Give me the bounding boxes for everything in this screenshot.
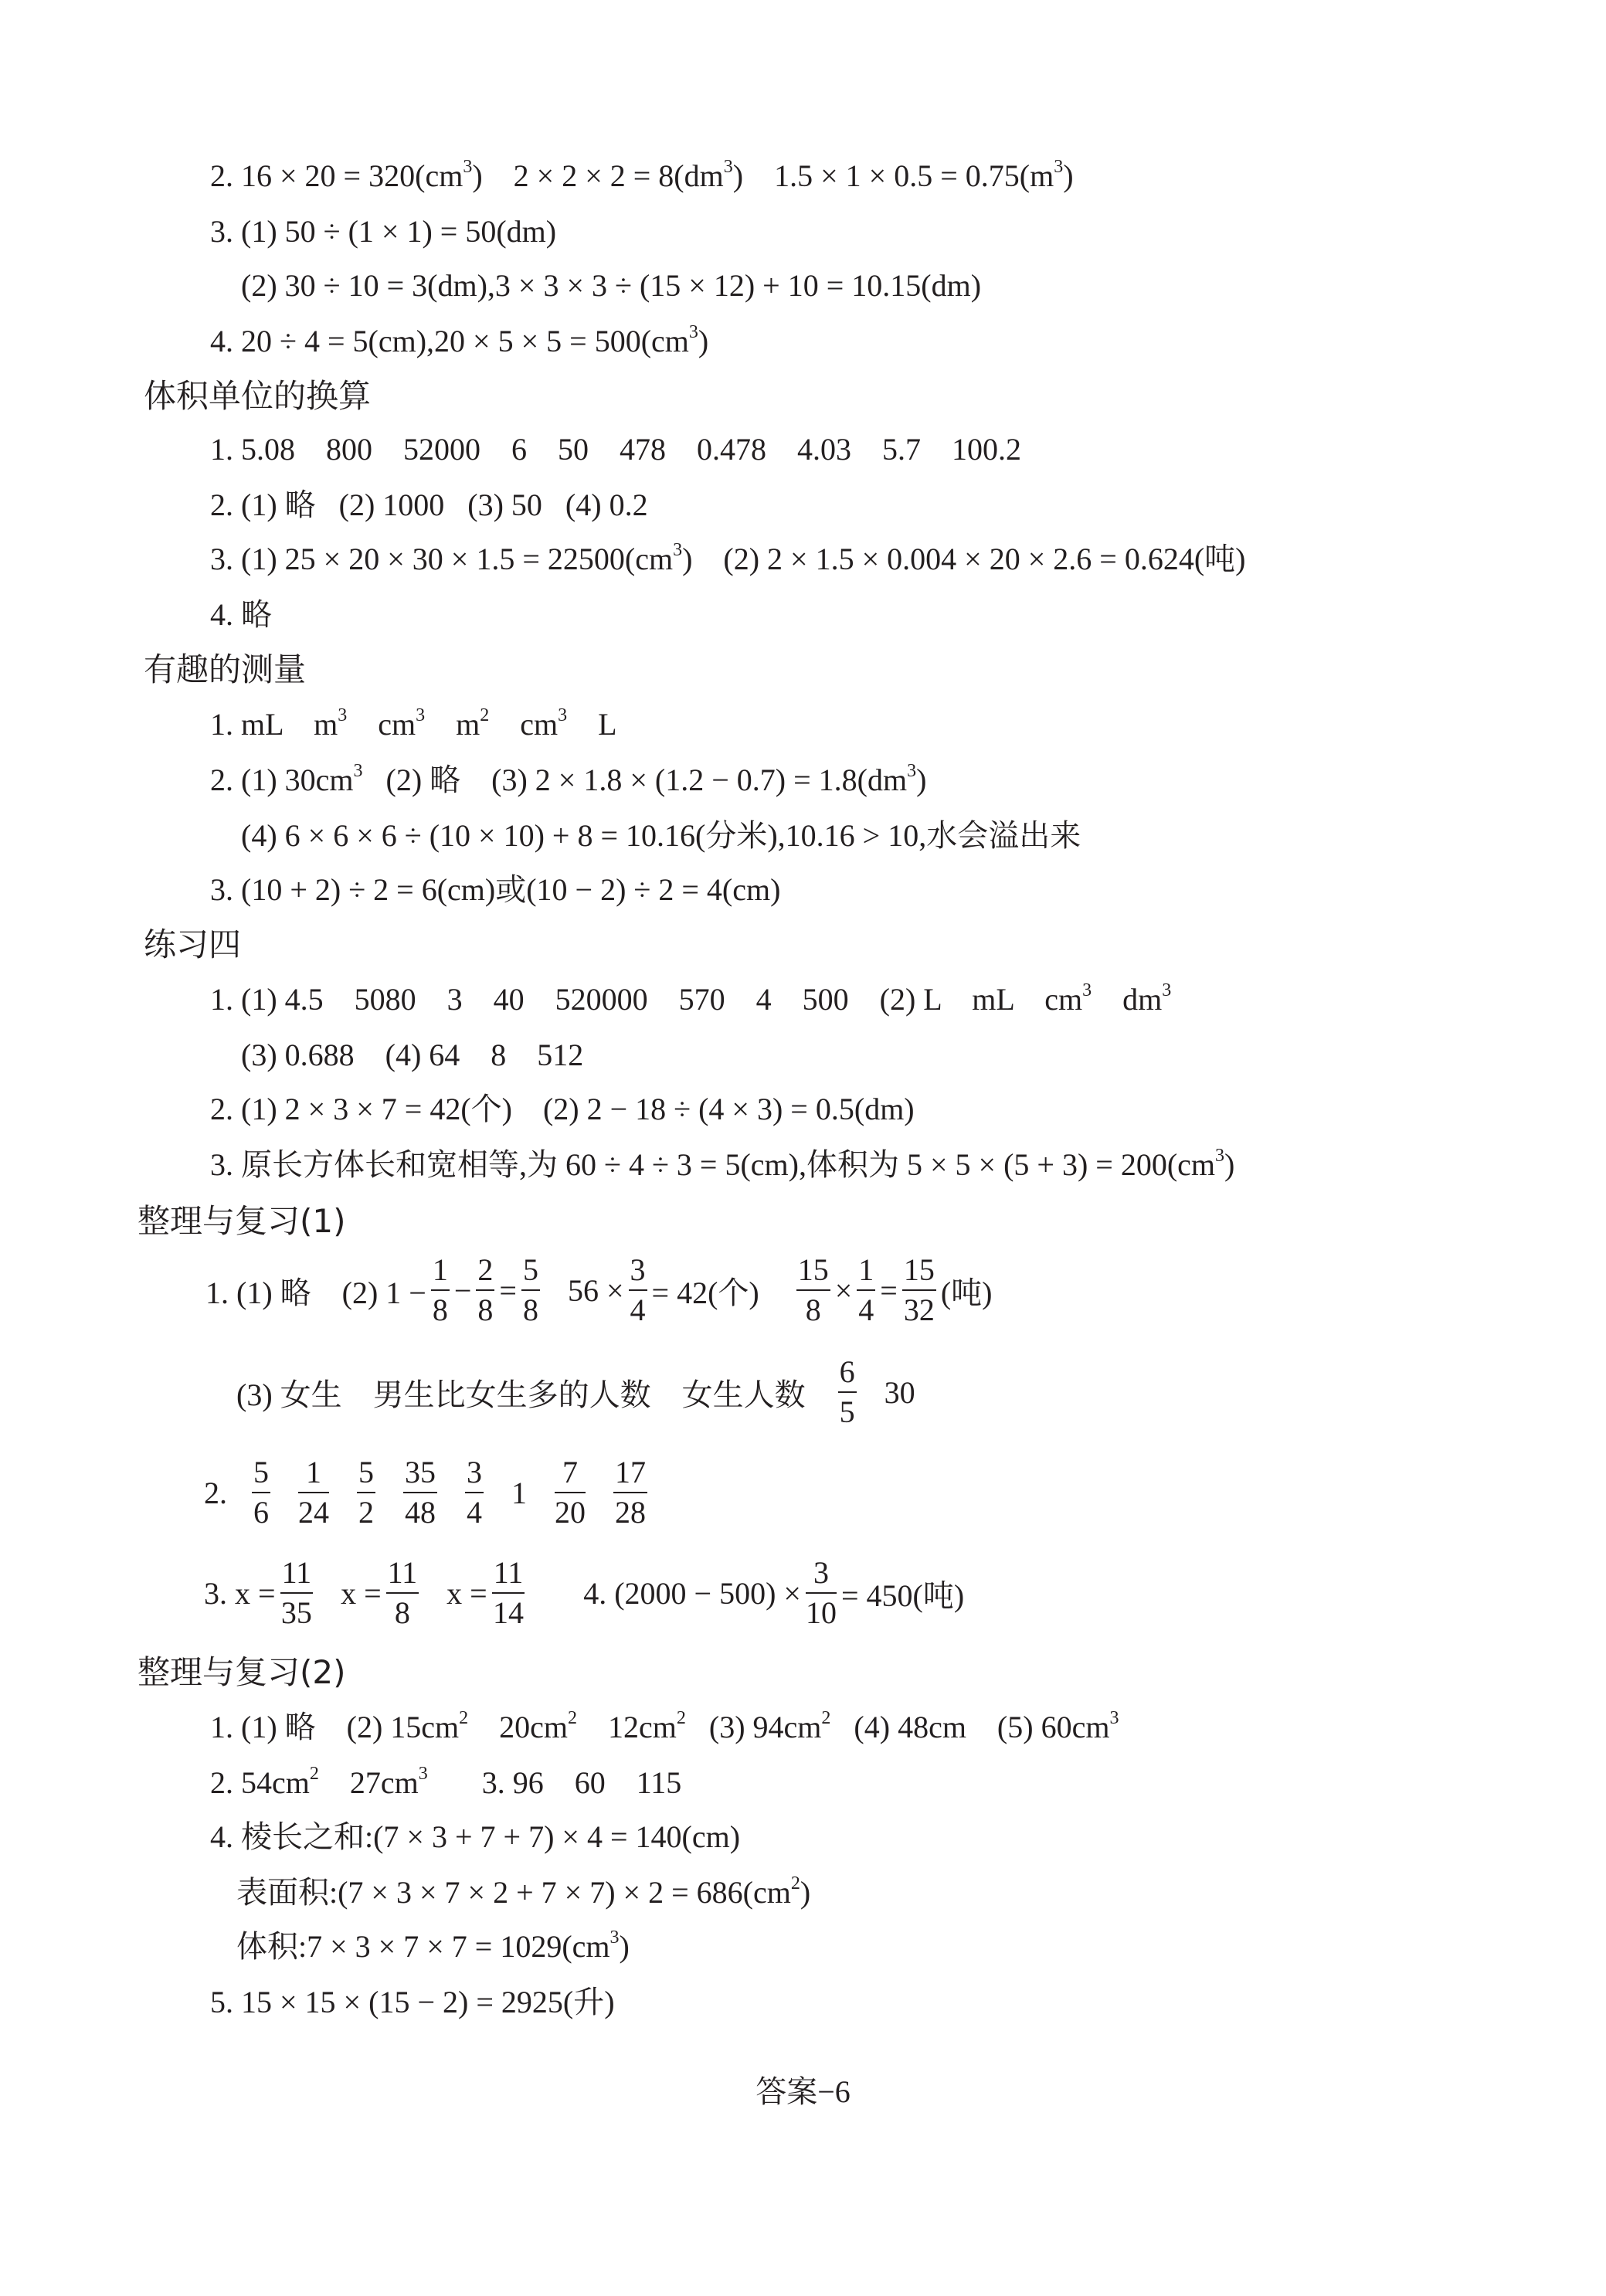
answer-line-fractions: (3) 女生 男生比女生多的人数 女生人数 $\frac{6}{5}$ 30 (236, 1347, 915, 1437)
section-title: 整理与复习(2) (138, 1653, 346, 1691)
answer-line: 4. 略 (210, 597, 272, 632)
fraction: $\frac{5}{6}$ (253, 1455, 269, 1530)
section-title: 有趣的测量 (144, 650, 307, 688)
fraction: $\frac{15}{8}$ (797, 1252, 829, 1327)
answer-line: 3. (1) 50 ÷ (1 × 1) = 50(dm) (210, 214, 557, 249)
fraction: $\frac{11}{14}$ (492, 1555, 524, 1630)
fraction: $\frac{1}{4}$ (858, 1252, 874, 1327)
fraction: $\frac{3}{4}$ (630, 1252, 646, 1327)
fraction: $\frac{3}{4}$ (467, 1455, 482, 1530)
answer-line: (4) 6 × 6 × 6 ÷ (10 × 10) + 8 = 10.16(分米),10.16 > 10,水会溢出来 (241, 818, 1081, 853)
answer-line-fractions: 2. $\frac{5}{6}$ $\frac{1}{24}$ $\frac{5}{2}$ $\frac{35}{48}$ $\frac{3}{4}$ 1 $\frac{7}{20}$ $\frac{17}{28}$ (204, 1448, 661, 1537)
answer-line-fractions: 1. (1) 略 (2) 1 − $\frac{1}{8}$ − $\frac{2}{8}$ = $\frac{5}{8}$ 56 × $\frac{3}{4}$ = 42(个) $\frac{15}{8}$ × $\frac{1}{4}$ = $\frac{15}{32}$ (吨) (205, 1245, 993, 1335)
fraction: $\frac{35}{48}$ (405, 1455, 436, 1530)
answer-line: 2. (1) 略 (2) 1000 (3) 50 (4) 0.2 (210, 487, 648, 522)
answer-line: 4. $20 \div 4 = 5(cm),20 \times 5 \times 5 = 500(cm^3)$ (210, 322, 709, 358)
fraction: $\frac{3}{10}$ (806, 1555, 837, 1630)
answer-line: 2. $54cm^2$ $27cm^3$ 3. 96 60 115 (210, 1764, 682, 1800)
answer-line: 5. 15 × 15 × (15 − 2) = 2925(升) (210, 1985, 615, 2019)
answer-line: (2) 30 ÷ 10 = 3(dm),3 × 3 × 3 ÷ (15 × 12) + 10 = 10.15(dm) (241, 268, 982, 303)
answer-line: 2. (1) $30cm^3$ (2) 略 (3) $2 \times 1.8 \times (1.2 - 0.7) = 1.8(dm^3)$ (210, 761, 927, 797)
fraction: $\frac{15}{32}$ (903, 1252, 935, 1327)
answer-line: 3. (10 + 2) ÷ 2 = 6(cm)或(10 − 2) ÷ 2 = 4(cm) (210, 872, 781, 907)
answer-line: (3) 0.688 (4) 64 8 512 (241, 1038, 584, 1072)
fraction: $\frac{1}{24}$ (298, 1455, 329, 1530)
fraction: $\frac{11}{35}$ (280, 1555, 312, 1630)
page-number: 答案−6 (755, 2074, 851, 2109)
fraction: $\frac{7}{20}$ (555, 1455, 586, 1530)
section-title: 体积单位的换算 (144, 377, 372, 415)
answer-line: 1. mL $m^3$ $cm^3$ $m^2$ $cm^3$ L (210, 705, 617, 742)
answer-line: 3. (1) $25 \times 20 \times 30 \times 1.5 = 22500(cm^3)$ (2) 2 × 1.5 × 0.004 × 20 × 2.6 = 0.624(吨) (210, 540, 1246, 576)
answer-line: 体积:7 × $3 \times 7 \times 7 = 1029(cm^3)$ (236, 1927, 630, 1964)
fraction: $\frac{5}{2}$ (358, 1455, 374, 1530)
fraction: $\frac{5}{8}$ (522, 1252, 538, 1327)
fraction: $\frac{1}{8}$ (432, 1252, 448, 1327)
answer-line: 3. 原长方体长和宽相等,为 60 ÷ 4 ÷ 3 = 5(cm),体积为 $5 \times 5 \times (5 + 3) = 200(cm^3)$ (210, 1146, 1235, 1182)
fraction: $\frac{2}{8}$ (477, 1252, 494, 1327)
answer-line: 1. 5.08 800 52000 6 50 478 0.478 4.03 5.7 100.2 (210, 432, 1021, 467)
answer-line: 2. (1) 2 × 3 × 7 = 42(个) (2) 2 − 18 ÷ (4 × 3) = 0.5(dm) (210, 1092, 915, 1126)
fraction: $\frac{17}{28}$ (615, 1455, 646, 1530)
answer-line: 2. $16 \times 20 = 320(cm^3)$ $2 \times 2 \times 2 = 8(dm^3)$ $1.5 \times 1 \times 0.5 = 0.75(m^3)$ (210, 157, 1074, 193)
answer-line: 表面积:(7 × $3 \times 7 \times 2 + 7 \times 7) \times 2 = 686(cm^2)$ (236, 1873, 811, 1910)
section-title: 练习四 (144, 926, 242, 963)
answer-line: 4. 棱长之和:(7 × 3 + 7 + 7) × 4 = 140(cm) (210, 1819, 741, 1854)
answer-line: 1. (1) 4.5 5080 3 40 520000 570 4 500 (2) L mL $cm^3$ $dm^3$ (210, 980, 1172, 1017)
fraction: $\frac{11}{8}$ (387, 1555, 418, 1630)
section-title: 整理与复习(1) (138, 1202, 346, 1240)
fraction: $\frac{6}{5}$ (839, 1354, 855, 1429)
answer-line-fractions: 3. x = $\frac{11}{35}$ x = $\frac{11}{8}$ x = $\frac{11}{14}$ 4. (2000 − 500) × $\frac{3}{10}$ = 450(吨) (204, 1548, 964, 1638)
answer-line: 1. (1) 略 (2) $15cm^2$ $20cm^2$ $12cm^2$ (3) $94cm^2$ (4) 48cm (5) $60cm^3$ (210, 1708, 1119, 1744)
